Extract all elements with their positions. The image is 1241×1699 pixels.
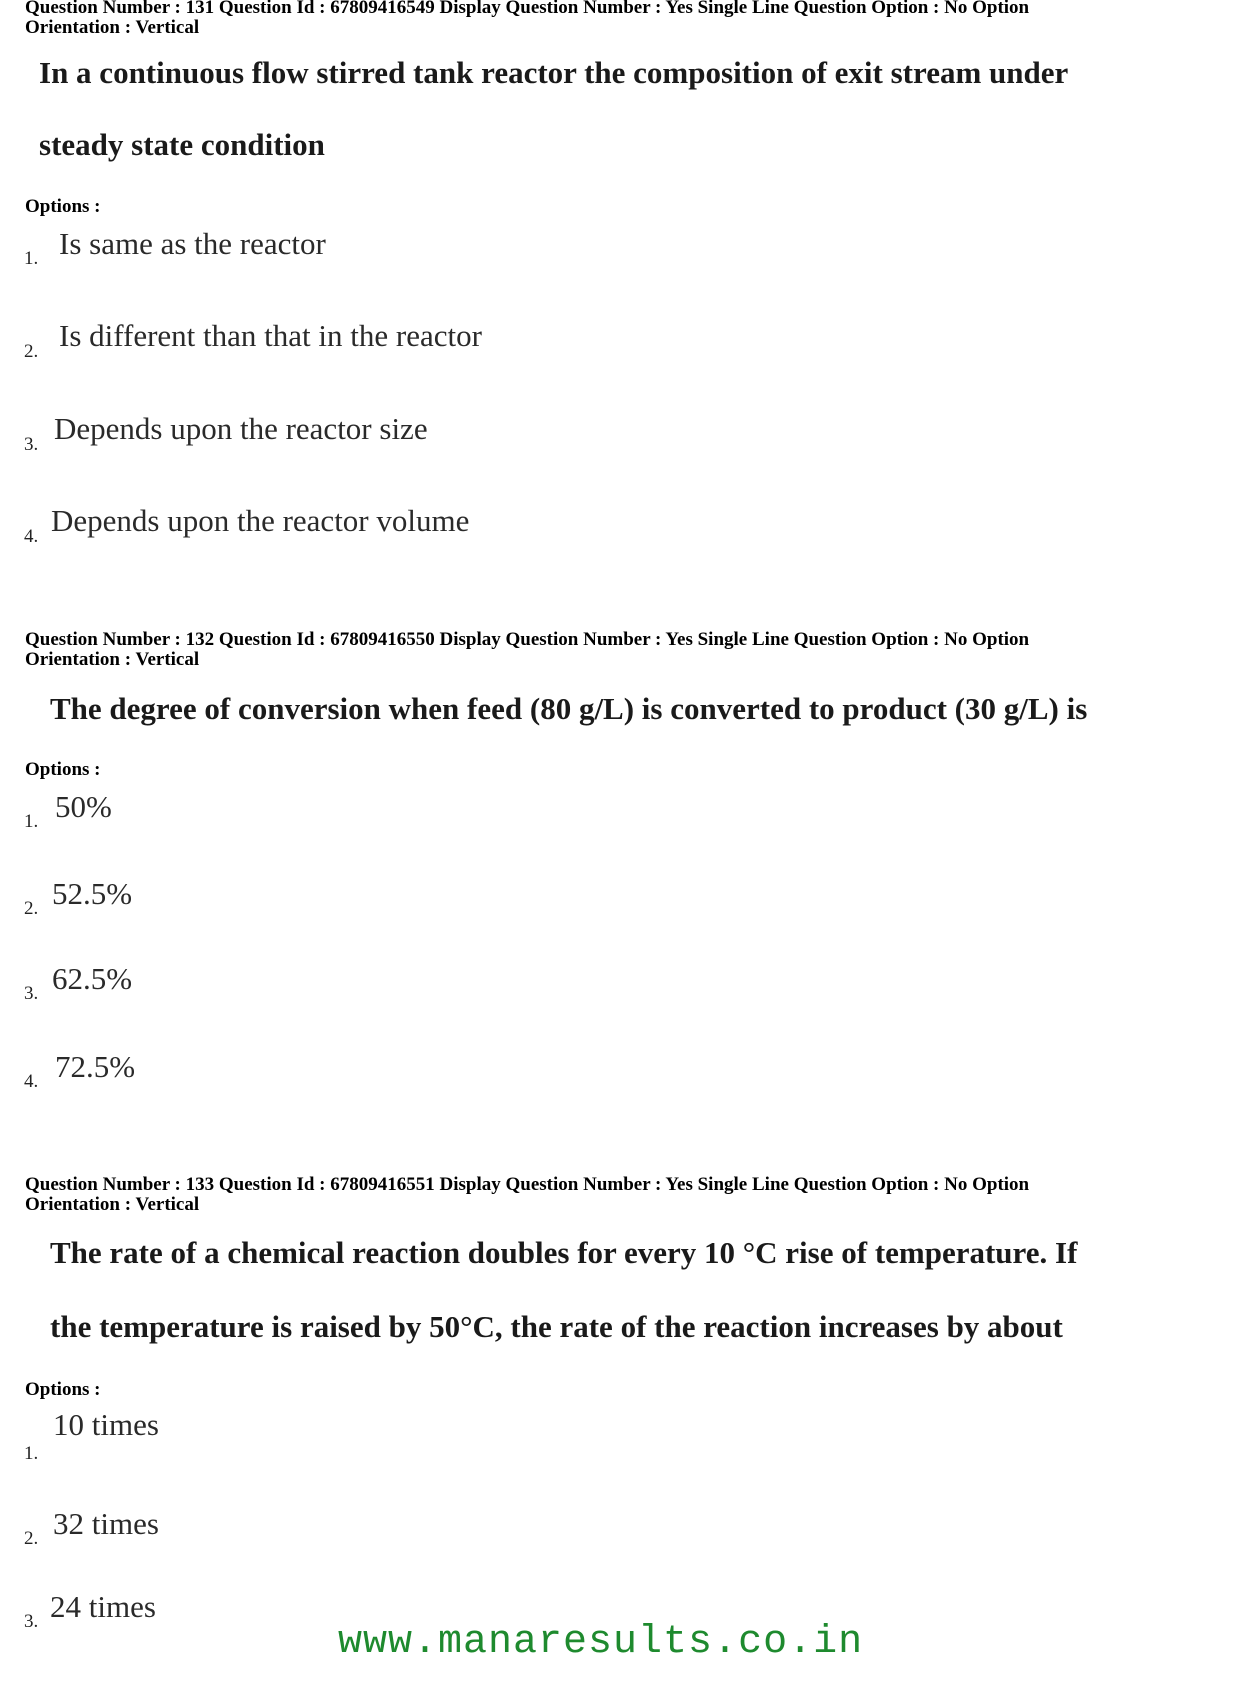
options-label: Options : [25, 196, 101, 217]
question-meta-line: Question Number : 132 Question Id : 67809416550 Display Question Number : Yes Single Line Question Option : No Option [25, 629, 1030, 650]
question-stem-line: the temperature is raised by 50°C, the rate of the reaction increases by about [50, 1309, 1063, 1344]
option-number: 3. [24, 434, 39, 455]
option-text: 72.5% [55, 1049, 136, 1084]
option-number: 3. [24, 983, 39, 1004]
option-text: 52.5% [52, 876, 133, 911]
question-meta-line: Question Number : 131 Question Id : 67809416549 Display Question Number : Yes Single Line Question Option : No Option [25, 0, 1030, 18]
watermark-url: www.manaresults.co.in [338, 1620, 864, 1665]
question-stem-line: In a continuous flow stirred tank reactor the composition of exit stream under [39, 55, 1069, 90]
question-meta-line: Orientation : Vertical [25, 649, 200, 670]
option-text: 50% [55, 789, 112, 824]
question-meta [25, 630, 1225, 670]
question-stem-line: The rate of a chemical reaction doubles for every 10 °C rise of temperature. If [50, 1235, 1078, 1270]
question-stem-line: The degree of conversion when feed (80 g/L) is converted to product (30 g/L) is [50, 691, 1088, 726]
question-stem-line: steady state condition [39, 127, 325, 162]
option-text: 24 times [50, 1589, 156, 1624]
option-number: 1. [24, 811, 39, 832]
question-meta [25, 1175, 1225, 1215]
options-label: Options : [25, 1379, 101, 1400]
question-meta-line: Orientation : Vertical [25, 17, 200, 38]
option-text: Is same as the reactor [59, 226, 326, 261]
option-text: 32 times [53, 1506, 159, 1541]
option-number: 4. [24, 1071, 39, 1092]
option-number: 2. [24, 341, 39, 362]
question-meta [25, 0, 1225, 38]
option-text: 10 times [53, 1407, 159, 1442]
option-text: Depends upon the reactor size [54, 411, 428, 446]
option-text: Is different than that in the reactor [59, 318, 482, 353]
option-number: 2. [24, 1528, 39, 1549]
option-number: 1. [24, 248, 39, 269]
question-meta-line: Orientation : Vertical [25, 1194, 200, 1215]
option-text: Depends upon the reactor volume [51, 503, 470, 538]
option-number: 2. [24, 898, 39, 919]
option-number: 4. [24, 526, 39, 547]
option-text: 62.5% [52, 961, 133, 996]
options-label: Options : [25, 759, 101, 780]
option-number: 3. [24, 1611, 39, 1632]
option-number: 1. [24, 1443, 39, 1464]
question-meta-line: Question Number : 133 Question Id : 67809416551 Display Question Number : Yes Single Line Question Option : No Option [25, 1174, 1030, 1195]
